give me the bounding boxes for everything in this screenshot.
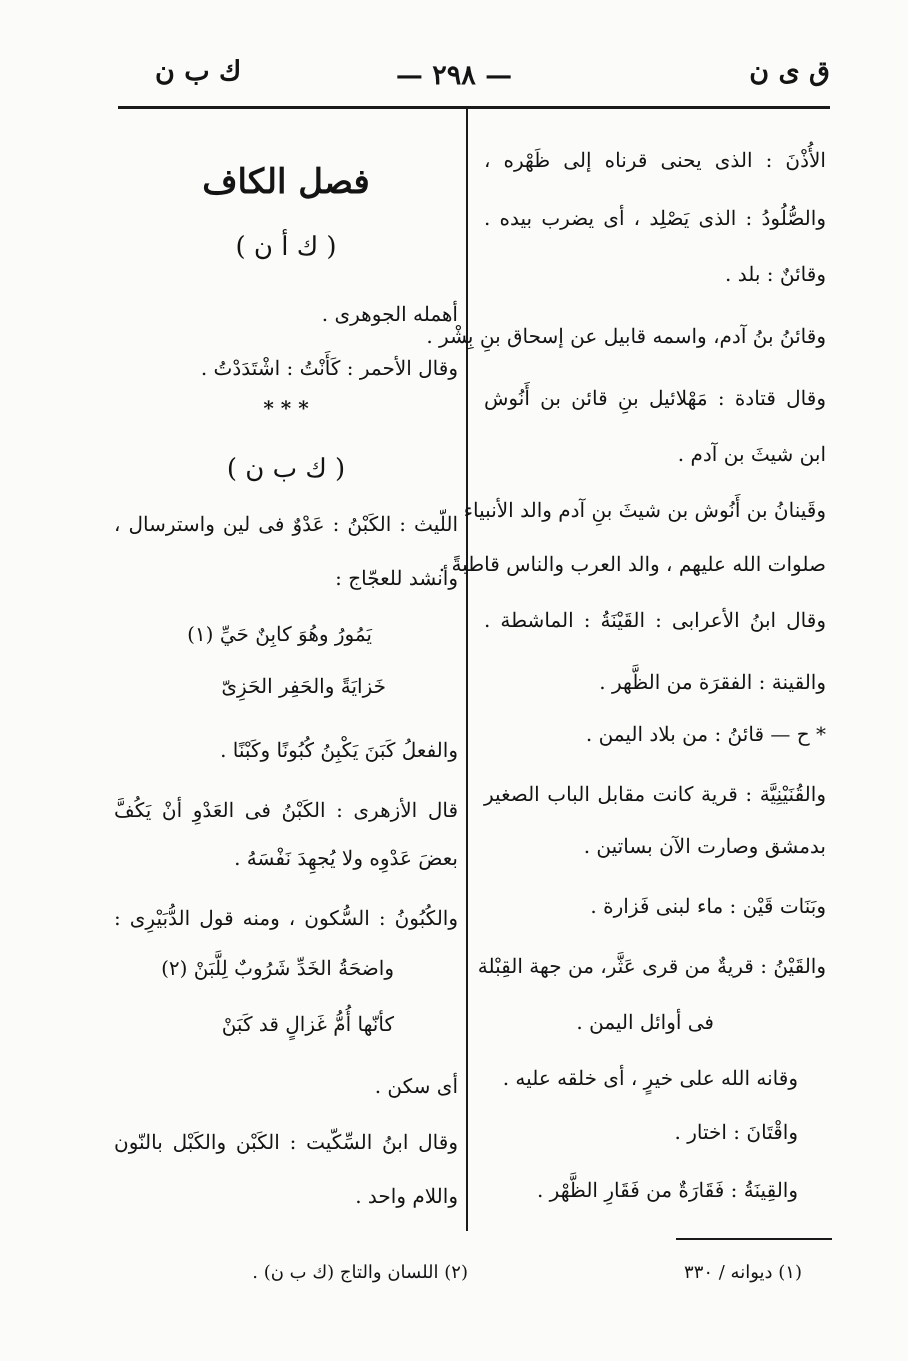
left-line: قال الأزهرى : الكَبْنُ فى العَدْوِ أنْ يَكُفَّ <box>114 798 458 822</box>
footnote-rule <box>676 1238 832 1240</box>
left-line: والفعلُ كَبَنَ يَكْبِنُ كُبُونًا وكَبْنًا . <box>220 738 458 762</box>
root-heading: ( ك أ ن ) <box>235 232 337 262</box>
right-line: والصُّلُودُ : الذى يَصْلِد ، أى يضرب بيده . <box>484 206 826 230</box>
left-line: وقال الأحمر : كَأَنْتُ : اشْتَدَدْتُ . <box>200 356 458 380</box>
right-line: وقائنُ بنُ آدم، واسمه قابيل عن إسحاق بنِ بِشْر . <box>426 324 826 348</box>
footnote-1: (١) ديوانه / ٣٣٠ <box>684 1262 802 1283</box>
right-line: وقال قتادة : مَهْلائيل بنِ قائن بن أَنُوش <box>484 386 826 410</box>
right-line: بدمشق وصارت الآن بساتين . <box>583 834 826 858</box>
verse-line: خَزايَةً والحَفِر الحَزِىّ <box>221 674 386 698</box>
header-rule <box>118 106 830 109</box>
right-line: ابن شيثَ بن آدم . <box>677 442 826 466</box>
header-left-root: ك ب ن <box>155 56 242 87</box>
right-line: وقَينانُ بن أَنُوش بن شيثَ بنِ آدم والد الأنبياء <box>463 498 826 522</box>
header-right-root: ق ى ن <box>749 56 830 87</box>
right-line: وقائنٌ : بلد . <box>725 262 826 286</box>
right-line: والقُنَيْنِيَّة : قرية كانت مقابل الباب الصغير <box>484 782 826 806</box>
verse-line: واضحَةُ الخَدِّ شَرُوبٌ لِلَّبَنْ (٢) <box>161 956 394 980</box>
left-line: بعضَ عَدْوِه ولا يُجهِدَ نَفْسَهُ . <box>234 846 458 870</box>
left-line: أهمله الجوهرى . <box>321 302 458 326</box>
column-divider <box>466 108 468 1231</box>
verse-line: كأنّها أُمُّ غَزالٍ قد كَبَنْ <box>221 1012 394 1036</box>
right-line: واقْتَانَ : اختار . <box>674 1120 798 1144</box>
footnote-2: (٢) اللسان والتاج (ك ب ن) . <box>252 1262 468 1283</box>
left-line: اللّيث : الكَبْنُ : عَدْوٌ فى لين واسترسال ، <box>114 512 458 536</box>
left-line: واللام واحد . <box>355 1184 458 1208</box>
right-line: * ح — قائنُ : من بلاد اليمن . <box>585 722 826 746</box>
right-line: وقال ابنُ الأعرابى : القَيْنَةُ : الماشطة . <box>484 608 826 632</box>
section-title: فصل الكاف <box>202 162 370 202</box>
right-line: والقِينَةُ : فَقَارَةٌ من فَقَارِ الظَّهْر . <box>536 1178 798 1202</box>
left-line: وقال ابنُ السِّكّيت : الكَبْن والكَبْل بالنّون <box>114 1130 458 1154</box>
right-line: وبَنَات قَيْن : ماء لبنى فَزارة . <box>590 894 826 918</box>
right-line: صلوات الله عليهم ، والد العرب والناس قاطبةً . <box>438 552 826 576</box>
right-line: الأُذْنَ : الذى يحنى قرناه إلى ظَهْره ، <box>484 148 826 172</box>
verse-line: يَمُورُ وهُوَ كابِنٌ حَيِّ (١) <box>187 622 372 646</box>
left-line: أى سكن . <box>374 1074 458 1098</box>
root-heading: ( ك ب ن ) <box>226 454 346 484</box>
separator: * * * <box>263 396 309 420</box>
right-line: وقانه الله على خيرٍ ، أى خلقه عليه . <box>502 1066 798 1090</box>
right-line: والقَيْنُ : قريةٌ من قرى عَثَّر، من جهة القِبْلة <box>477 954 826 978</box>
left-line: والكُبُونُ : السُّكون ، ومنه قول الدُّبَيْرِى : <box>114 906 458 930</box>
right-line: فى أوائل اليمن . <box>576 1010 714 1034</box>
right-line: والقينة : الفقرَة من الظَّهر . <box>599 670 826 694</box>
page-number: — ٢٩٨ — <box>395 60 513 91</box>
left-line: وأنشد للعجّاج : <box>335 566 458 590</box>
